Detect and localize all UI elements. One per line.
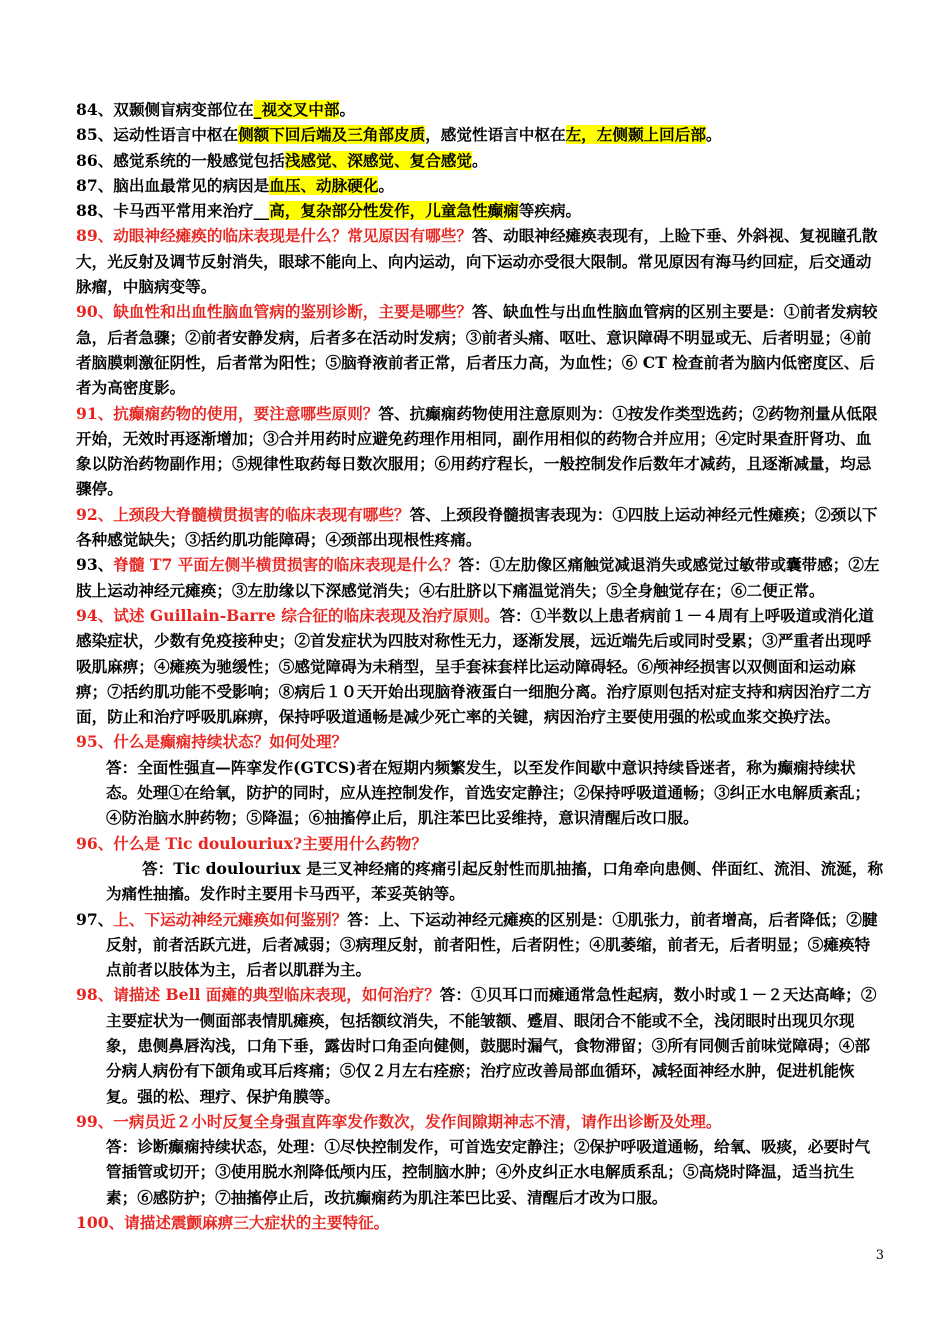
question-96 <box>76 831 884 856</box>
question-text-end: 。 <box>705 125 722 145</box>
question-text: 卡马西平常用来治疗__ <box>113 201 270 221</box>
answer-text: 答、动眼神经瘫痪表现有，上睑下垂、外斜视、复视瞳孔散大，光反射及调节反射消失，眼球不能向上、向内运动，向下运动亦受很大限制。常见原因有海马约回症，后交通动脉瘤，中脑病变等。 <box>76 226 878 297</box>
question-text: 缺血性和出血性脑血管病的鉴别诊断，主要是哪些？ <box>113 302 472 322</box>
question-text-end: 等疾病。 <box>518 201 582 221</box>
answer-text: 答：上、下运动神经元瘫痪的区别是：①肌张力，前者增高，后者降低；②腱反射，前者活跃亢进，后者减弱；③病理反射，前者阳性，后者阴性；④肌萎缩，前者无，后者明显；⑤瘫痪特点前者以肢体为主，后者以肌群为主。 <box>106 909 878 980</box>
highlighted-answer: 浅感觉、深感觉、复合感觉 <box>284 150 472 170</box>
question-number: 91、 <box>76 403 114 423</box>
question-text: 感觉系统的一般感觉包括 <box>113 150 285 170</box>
question-87 <box>76 173 884 198</box>
answer-95: 答：全面性强直—阵挛发作(GTCS)者在短期内频繁发生，以至发作间歇中意识持续昏迷者，称为癫痫持续状态。处理①在给氧，防护的同时，应从连控制发作，首选安定静注；②保持呼吸道通畅；③纠正水电解质紊乱；④防治脑水肿药物；⑤降温；⑥抽搐停止后，肌注苯巴比妥维持，意识清醒后改口服。 <box>106 757 871 828</box>
answer-text: 答：①半数以上患者病前１－４周有上呼吸道或消化道感染症状，少数有免疫接种史；②首发症状为四肢对称性无力，逐渐发展，远近端先后或同时受累；③严重者出现呼吸肌麻痹；④瘫痪为驰缓性；⑤感觉障碍为未稍型，呈手套袜套样比运动障碍轻。⑥颅神经损害以双侧面和运动麻痹；⑦括约肌功能不受影响；⑧病后１０天开始出现脑脊液蛋白一细胞分离。治疗原则包括对症支持和病因治疗二方面，防止和治疗呼吸肌麻痹，保持呼吸道通畅是减少死亡率的关键，病因治疗主要使用强的松或血浆交换疗法。 <box>76 605 874 727</box>
question-text: 脊髓 T7 平面左侧半横贯损害的临床表现是什么？ <box>113 555 459 575</box>
question-text-end: 。 <box>378 175 395 195</box>
answer-text: 答：①左肋像区痛触觉减退消失或感觉过敏带或囊带感；②左肢上运动神经元瘫痪；③左肋缘以下深感觉消失；④右肚脐以下痛温觉消失；⑤全身触觉存在；⑥二便正常。 <box>76 555 880 600</box>
question-number: 85、 <box>76 125 114 145</box>
question-88 <box>76 198 884 223</box>
question-99 <box>76 1109 884 1134</box>
answer-text: 答：①贝耳口而瘫通常急性起病，数小时或１－２天达高峰；②主要症状为一侧面部表情肌瘫痪，包括额纹消失，不能皱额、蹙眉、眼闭合不能或不全，浅闭眼时出现贝尔现象，患侧鼻唇沟浅，口角下垂，露齿时口角歪向健侧，鼓腮时漏气，食物滞留；③所有同侧舌前味觉障碍；④部分病人病份有下颌角或耳后疼痛；⑤仅２月左右痊瘀；治疗应改善局部血循环，减轻面神经水肿，促进机能恢复。强的松、理疗、保护角膜等。 <box>106 985 877 1106</box>
question-85 <box>76 122 884 147</box>
question-95 <box>76 729 884 754</box>
question-text: 请描述 Bell 面瘫的典型临床表现，如何治疗？ <box>113 985 440 1005</box>
answer-99: 答：诊断癫痫持续状态，处理：①尽快控制发作，可首选安定静注；②保护呼吸道通畅，给氧、吸痰，必要时气管插管或切开；③使用脱水剂降低颅内压，控制脑水肿；④外皮纠正水电解质系乱；⑤高烧时降温，适当抗生素；⑥感防护；⑦抽搐停止后，改抗癫痫药为肌注苯巴比妥、清醒后才改为口服。 <box>106 1137 871 1207</box>
highlighted-answer: 左，左侧颞上回后部 <box>565 125 706 145</box>
question-number: 92、 <box>76 504 114 524</box>
answer-text: 答、上颈段脊髓损害表现为：①四肢上运动神经元性瘫痪；②颈以下各种感觉缺失；③括约肌功能障碍；④颈部出现根性疼痛。 <box>76 504 878 550</box>
question-text: 试述 Guillain-Barre 综合征的临床表现及治疗原则。 <box>113 605 500 625</box>
question-number: 90、 <box>76 302 114 322</box>
question-text-mid: ，感觉性语言中枢在 <box>425 125 566 145</box>
answer-text: 答、缺血性与出血性脑血管病的区别主要是：①前者发病较急，后者急骤；②前者安静发病，后者多在活动时发病；③前者头痛、呕吐、意识障碍不明显或无、后者明显；④前者脑膜刺激征阴性，后者常为阳性；⑤脑脊液前者正常，后者压力高，为血性；⑥ CT 检查前者为脑内低密度区、后者为高密度影。 <box>76 302 878 398</box>
question-86 <box>76 148 884 173</box>
question-84 <box>76 97 884 122</box>
question-text: 动眼神经瘫痪的临床表现是什么？常见原因有哪些？ <box>113 226 472 246</box>
question-number: 99、 <box>76 1111 114 1131</box>
question-text: 什么是癫痫持续状态？如何处理？ <box>113 732 348 752</box>
question-number: 94、 <box>76 605 114 625</box>
question-number: 86、 <box>76 150 114 170</box>
highlighted-answer: 血压、动脉硬化 <box>269 175 379 195</box>
question-text: 一病员近２小时反复全身强直阵挛发作数次，发作间隙期神志不清，请作出诊断及处理。 <box>113 1111 722 1131</box>
question-number: 93、 <box>76 555 114 575</box>
question-91 <box>76 401 884 502</box>
answer-96: 答：Tic doulouriux 是三叉神经痛的疼痛引起反射性而肌抽搐，口角牵向患侧、伴面红、流泪、流涎，称为痛性抽搐。发作时主要用卡马西平，苯妥英钠等。 <box>106 858 884 904</box>
document-body <box>76 97 884 1235</box>
highlighted-answer: _视交叉中部 <box>253 100 340 119</box>
question-text: 脑出血最常见的病因是 <box>113 175 270 195</box>
question-97 <box>76 907 884 983</box>
question-89 <box>76 223 884 299</box>
question-text: 双颞侧盲病变部位在 <box>113 100 254 119</box>
question-text-end: 。 <box>339 100 356 119</box>
question-number: 96、 <box>76 833 114 853</box>
question-text: 上、下运动神经元瘫痪如何鉴别？ <box>113 909 348 929</box>
question-92 <box>76 502 884 553</box>
question-98 <box>76 982 884 1108</box>
question-number: 89、 <box>76 226 114 246</box>
question-text-end: 。 <box>471 150 488 170</box>
question-text: 上颈段大脊髓横贯损害的临床表现有哪些？ <box>113 504 410 524</box>
question-text: 请描述震颤麻痹三大症状的主要特征。 <box>124 1213 390 1233</box>
highlighted-answer: 侧额下回后端及三角部皮质 <box>238 125 426 145</box>
answer-text: 答、抗癫痫药物使用注意原则为：①按发作类型选药；②药物剂量从低限开始，无效时再逐渐增加；③合并用药时应避免药理作用相同，副作用相似的药物合并应用；④定时果查肝肾功、血象以防治药物副作用；⑤规律性取药每日数次服用；⑥用药疗程长，一般控制发作后数年才减药，且逐渐减量，均忌骤停。 <box>76 403 878 499</box>
question-number: 88、 <box>76 201 114 221</box>
question-number: 97、 <box>76 909 114 929</box>
question-number: 98、 <box>76 985 114 1005</box>
question-number: 84、 <box>76 100 114 119</box>
question-number: 95、 <box>76 732 114 752</box>
page-number: 3 <box>875 1248 884 1263</box>
question-text: 什么是 Tic doulouriux?主要用什么药物？ <box>113 833 427 853</box>
question-number: 87、 <box>76 175 114 195</box>
question-94 <box>76 603 884 729</box>
question-90 <box>76 299 884 400</box>
question-100 <box>76 1210 884 1235</box>
question-number: 100、 <box>76 1213 125 1233</box>
question-text: 抗癫痫药物的使用，要注意哪些原则？ <box>113 403 379 423</box>
highlighted-answer: 高，复杂部分性发作，儿童急性癫痫 <box>269 201 519 221</box>
question-text: 运动性语言中枢在 <box>113 125 239 145</box>
question-93 <box>76 552 884 603</box>
